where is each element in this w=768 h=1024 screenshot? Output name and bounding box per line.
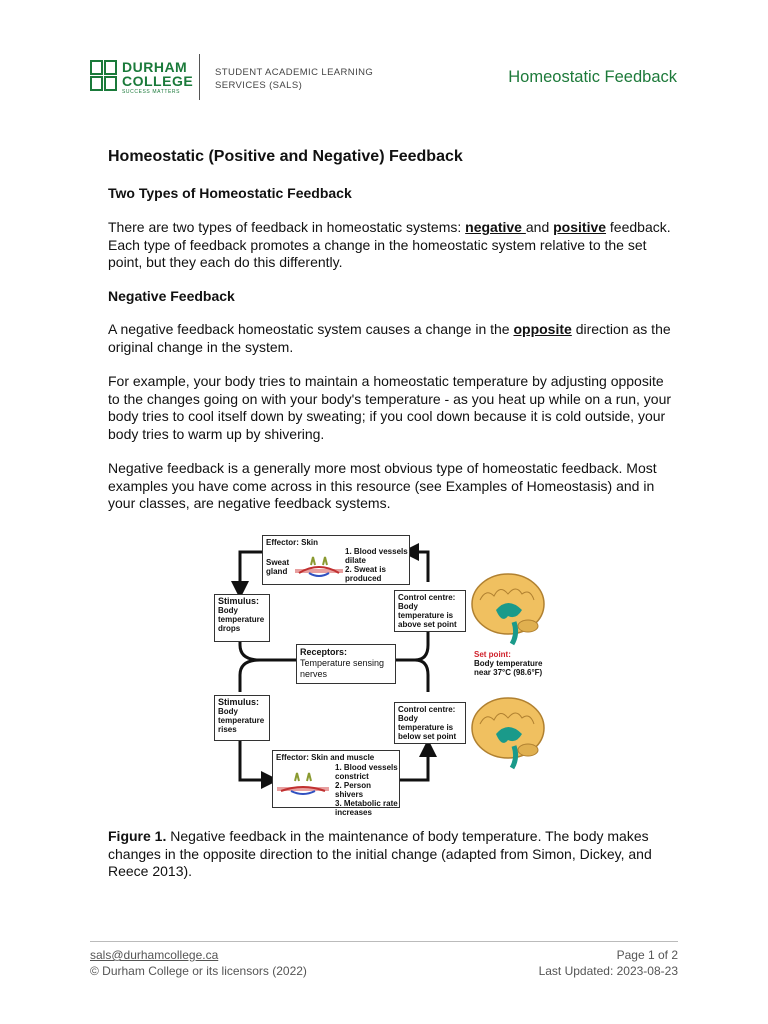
stimulus-drops-title: Stimulus: — [218, 596, 260, 606]
control-above-box — [394, 590, 466, 632]
sweat-gland-label: Sweat gland — [266, 558, 290, 576]
arrow-control-to-effector — [410, 552, 428, 582]
keyword-negative: negative — [465, 219, 526, 235]
stimulus-rises-text: Body temperature rises — [218, 707, 265, 734]
control-below-text: Body temperature is below set point — [398, 714, 457, 741]
receptors-title: Receptors: — [300, 647, 348, 657]
control-below-title: Control centre: — [398, 705, 456, 714]
control-below-box — [394, 702, 466, 744]
figure-caption — [108, 828, 678, 881]
text-span: and — [525, 219, 554, 235]
logo-tagline: SUCCESS MATTERS — [122, 89, 181, 95]
text-span: direction as the original change in the system. — [108, 321, 671, 355]
set-point-label — [474, 650, 554, 677]
stimulus-rises-box — [214, 695, 270, 741]
stimulus-rises-title: Stimulus: — [218, 697, 260, 707]
section2-paragraph2: For example, your body tries to maintain a homeostatic temperature by adjusting opposite to the changes going on with your body's temperature - as you heat up while on a run, your body tries to cool itself down by sweating; if you cool down because it is cold outside, your body tries to warm up by shivering. — [108, 373, 672, 442]
footer-copyright: © Durham College or its licensors (2022) — [90, 964, 307, 978]
effector-muscle-step3: 3. Metabolic rate increases — [335, 799, 398, 817]
logo-line2: COLLEGE — [122, 73, 194, 89]
arrow-effector-to-control — [400, 748, 428, 780]
stimulus-drops-text: Body temperature drops — [218, 606, 265, 633]
effector-skin-step1: 1. Blood vessels dilate — [345, 547, 408, 565]
durham-college-logo — [90, 58, 194, 98]
figure-label: Figure 1. — [108, 828, 167, 844]
department-line1: STUDENT ACADEMIC LEARNING — [215, 67, 374, 78]
skin-cross-section-icon — [295, 551, 343, 581]
department-line2: SERVICES (SALS) — [215, 80, 303, 91]
footer-last-updated: Last Updated: 2023-08-23 — [538, 964, 678, 978]
effector-skin-title: Effector: Skin — [266, 538, 319, 547]
figure-caption-text: Negative feedback in the maintenance of body temperature. The body makes changes in the opposite direction to the initial change (adapted from Simon, Dickey, and Reece 2013). — [108, 828, 652, 879]
text-span: There are two types of feedback in homeostatic systems: — [108, 219, 466, 235]
effector-skin-box — [262, 535, 410, 585]
effector-muscle-step1: 1. Blood vessels constrict — [335, 763, 398, 781]
logo-shield-icon — [90, 60, 118, 94]
text-span: A negative feedback homeostatic system causes a change in the — [108, 321, 514, 337]
document-title: Homeostatic (Positive and Negative) Feedback — [108, 148, 463, 165]
negative-feedback-diagram — [210, 530, 555, 817]
receptors-text: Temperature sensing nerves — [300, 658, 385, 679]
text-span: feedback. Each type of feedback promotes a change in the homeostatic system relative to the set point, but they each do this differently. — [108, 219, 671, 270]
set-point-title: Set point: — [474, 650, 511, 659]
effector-skin-step2: 2. Sweat is produced — [345, 565, 386, 583]
section1-heading: Two Types of Homeostatic Feedback — [108, 185, 352, 201]
control-above-text: Body temperature is above set point — [398, 602, 457, 629]
header-title: Homeostatic Feedback — [508, 68, 677, 86]
keyword-positive: positive — [553, 219, 607, 235]
effector-muscle-steps — [335, 763, 399, 817]
section2-heading: Negative Feedback — [108, 288, 235, 304]
footer-page-number: Page 1 of 2 — [616, 948, 678, 962]
section2-paragraph1 — [108, 321, 678, 356]
footer-email-link[interactable]: sals@durhamcollege.ca — [90, 948, 219, 962]
stimulus-drops-box — [214, 594, 270, 642]
keyword-opposite: opposite — [513, 321, 572, 337]
logo-line1: DURHAM — [122, 59, 188, 75]
arrow-effector-to-stimulus — [240, 552, 262, 590]
skin-muscle-icon — [277, 765, 329, 801]
brace-right — [396, 625, 428, 692]
section1-paragraph — [108, 219, 678, 272]
brain-top-icon — [470, 570, 550, 648]
section2-paragraph3: Negative feedback is a generally more most obvious type of homeostatic feedback. Most examples you have come across in this resource (see Examples of Homeostasis) and in your classes, are negative feedback systems. — [108, 460, 657, 511]
header-divider — [199, 54, 200, 100]
effector-skin-steps — [345, 547, 409, 583]
brain-bottom-icon — [470, 694, 550, 772]
footer-divider — [90, 941, 678, 942]
effector-muscle-step2: 2. Person shivers — [335, 781, 372, 799]
set-point-text: Body temperature near 37°C (98.6°F) — [474, 659, 543, 677]
department-name — [215, 66, 373, 92]
effector-muscle-title: Effector: Skin and muscle — [276, 753, 375, 762]
effector-muscle-box — [272, 750, 400, 817]
control-above-title: Control centre: — [398, 593, 456, 602]
receptors-box — [296, 644, 396, 684]
